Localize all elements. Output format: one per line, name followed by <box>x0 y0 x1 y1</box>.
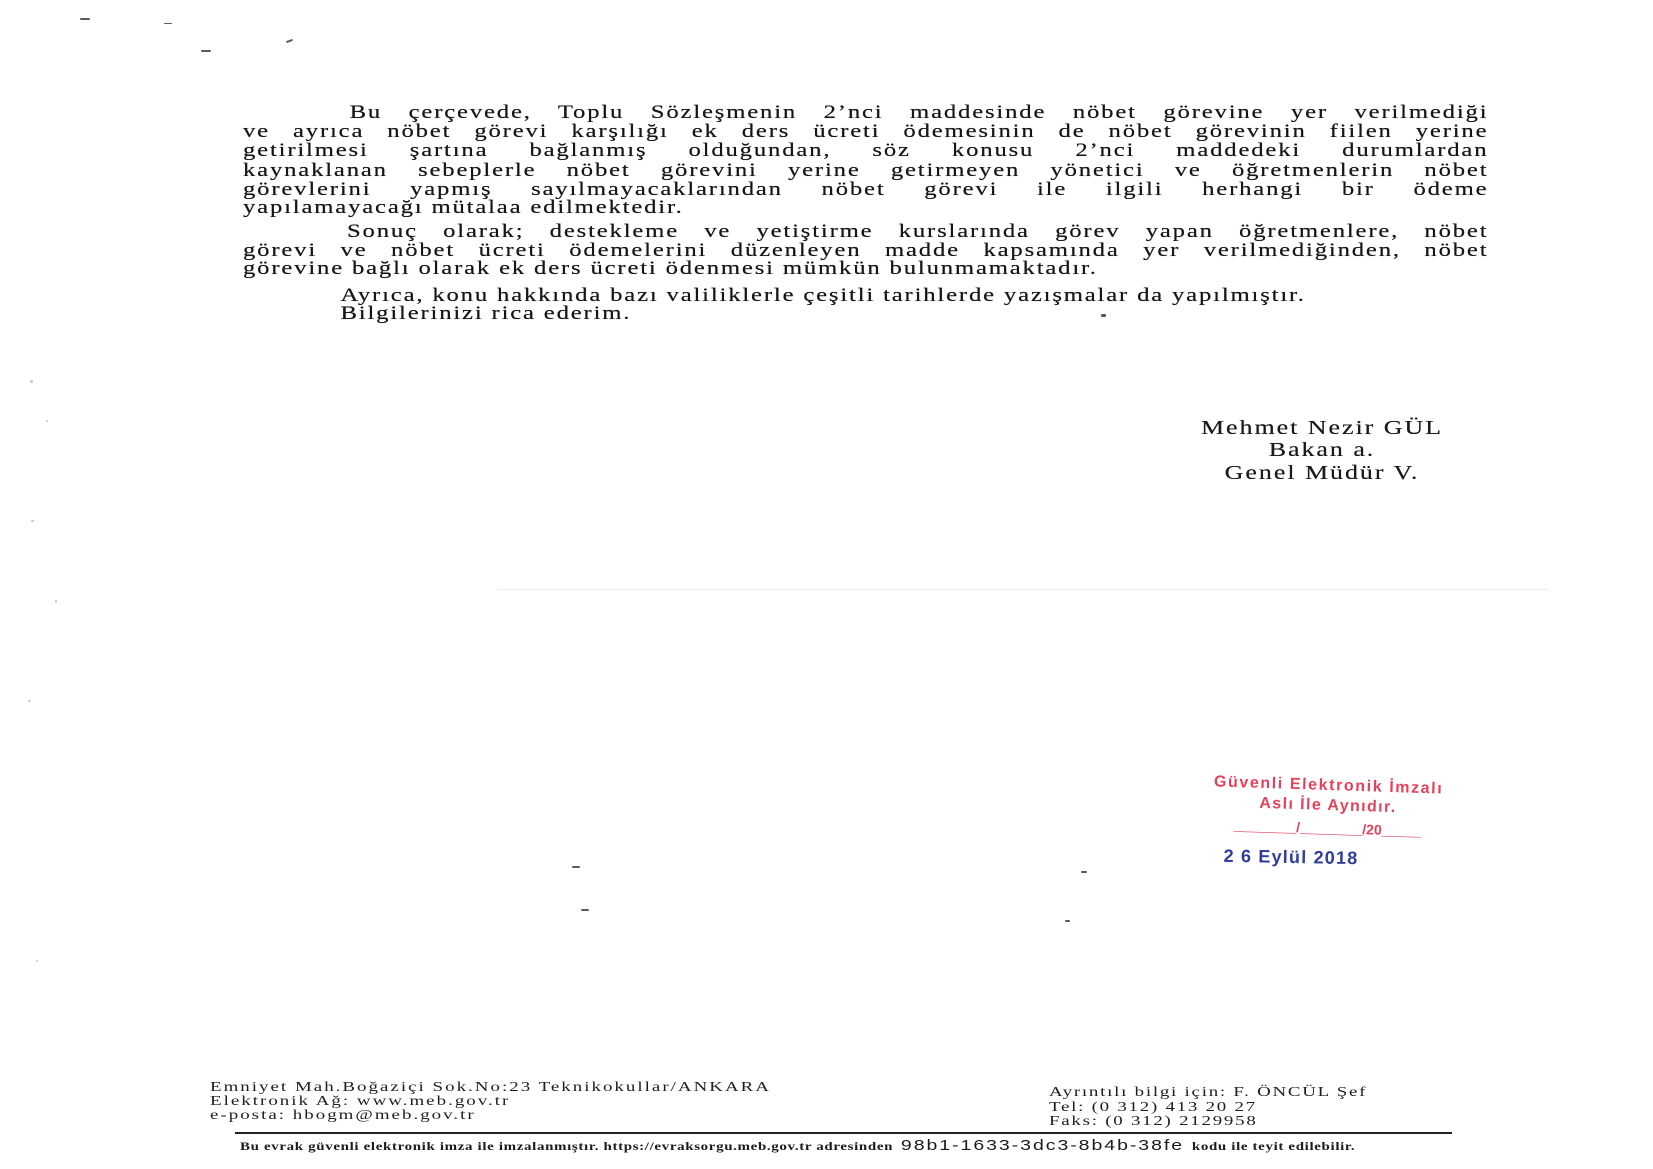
footer-address: Emniyet Mah.Boğaziçi Sok.No:23 Teknikokullar/ANKARA <box>210 1080 771 1095</box>
scan-speck <box>31 520 34 522</box>
verification-note <box>240 1137 1355 1154</box>
footer-email: e-posta: hbogm@meb.gov.tr <box>210 1108 476 1123</box>
body-line: Sonuç olarak; destekleme ve yetiştirme kurslarında görev yapan öğretmenlere, nöbet <box>347 221 1489 242</box>
scan-speck <box>201 50 211 52</box>
stamp-line-true-copy: Aslı İle Aynıdır. <box>1259 794 1397 817</box>
signatory-title: Bakan a. <box>1268 439 1376 461</box>
scan-speck <box>1065 920 1070 922</box>
certification-stamp <box>1177 771 1479 840</box>
body-line: görevine bağlı olarak ek ders ücreti ödenmesi mümkün bulunmamaktadır. <box>243 258 1098 279</box>
footer-fax: Faks: (0 312) 2129958 <box>1049 1114 1258 1129</box>
stamp-date-line: ________/________/20_____ <box>1233 817 1421 839</box>
verification-code: 98b1-1633-3dc3-8b4b-38fe <box>900 1137 1185 1154</box>
body-line: yapılamayacağı mütalaa edilmektedir. <box>243 197 684 218</box>
body-line: kaynaklanan sebeplerle nöbet görevini yerine getirmeyen yönetici ve öğretmenlerin nöbet <box>243 160 1489 181</box>
scan-speck <box>581 909 589 911</box>
stamp-line-certified: Güvenli Elektronik İmzalı <box>1213 773 1444 798</box>
signatory-name: Mehmet Nezir GÜL <box>1200 417 1444 439</box>
verification-suffix: kodu ile teyit edilebilir. <box>1191 1141 1356 1153</box>
body-line: ve ayrıca nöbet görevi karşılığı ek ders ücreti ödemesinin de nöbet görevinin fiilen yerine <box>243 121 1489 142</box>
scan-speck <box>36 960 38 962</box>
body-line: görevlerini yapmış sayılmayacaklarından nöbet görevi ile ilgili herhangi bir ödeme <box>243 179 1489 200</box>
scan-speck <box>30 380 33 383</box>
body-line: getirilmesi şartına bağlanmış olduğundan, söz konusu 2’nci maddedeki durumlardan <box>243 140 1489 161</box>
verification-prefix: Bu evrak güvenli elektronik imza ile imzalanmıştır. https://evraksorgu.meb.gov.tr adresinden <box>240 1141 894 1153</box>
scan-speck <box>46 420 48 422</box>
footer-website: Elektronik Ağ: www.meb.gov.tr <box>210 1094 511 1109</box>
scan-speck <box>1081 871 1087 873</box>
letter-body <box>243 0 1488 340</box>
body-line: Ayrıca, konu hakkında bazı valiliklerle çeşitli tarihlerde yazışmalar da yapılmıştır. <box>340 285 1306 306</box>
footer-contact-person: Ayrıntılı bilgi için: F. ÖNCÜL Şef <box>1049 1085 1368 1100</box>
body-line: Bu çerçevede, Toplu Sözleşmenin 2’nci maddesinde nöbet görevine yer verilmediği <box>349 102 1489 123</box>
body-line: görevi ve nöbet ücreti ödemelerini düzenleyen madde kapsamında yer verilmediğinden, nöbet <box>243 240 1489 261</box>
scan-line <box>498 589 1548 590</box>
footer-divider <box>235 1132 1452 1134</box>
signatory-position: Genel Müdür V. <box>1224 462 1420 484</box>
scan-speck <box>572 866 580 868</box>
scan-speck <box>80 18 90 20</box>
scan-speck <box>55 600 57 603</box>
scan-speck <box>28 700 31 702</box>
scan-speck <box>164 23 172 24</box>
closing-line: Bilgilerinizi rica ederim. <box>340 303 632 324</box>
date-stamp: 2 6 Eylül 2018 <box>1223 845 1359 869</box>
footer-phone: Tel: (0 312) 413 20 27 <box>1049 1100 1257 1115</box>
